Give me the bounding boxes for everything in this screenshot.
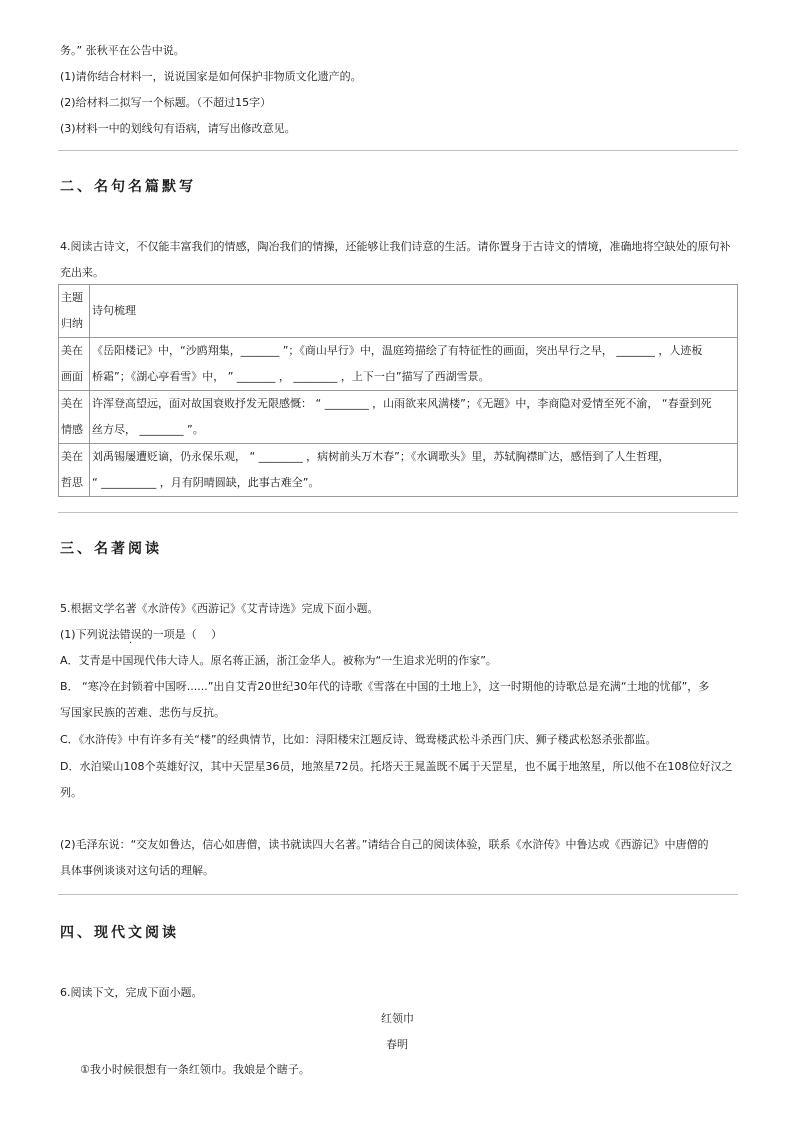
content-line: “ __________ ，月有阴晴圆缺，此事古难全”。 (92, 476, 320, 489)
article-title: 红领巾 (381, 1012, 414, 1025)
q5-sub-question-2-line-2: 具体事例谈谈对这句话的理解。 (60, 864, 214, 877)
sub1-prefix: (1)下列说法 (60, 628, 120, 641)
q4-prompt-line-1: 4.阅读古诗文，不仅能丰富我们的情感，陶冶我们的情操，还能够让我们诗意的生活。请你置身于古诗文的情境，准确地将空缺处的原句补 (60, 240, 731, 253)
emphasis-word: 错误 (119, 628, 142, 641)
article-paragraph-1: ①我小时候很想有一条红领巾。我娘是个瞎子。 (80, 1063, 310, 1076)
table-row (59, 391, 738, 444)
table-row-content (90, 338, 738, 391)
section-3-title: 三、名著阅读 (60, 541, 162, 557)
table-header-topic-line: 主题 (61, 291, 83, 304)
section-divider (58, 894, 738, 895)
topic-line: 美在 (61, 397, 83, 410)
q3-sub-question-2: (2)给材料二拟写一个标题。（不超过15字） (60, 96, 272, 109)
option-b-line-2: 写国家民族的苦难、悲伤与反抗。 (60, 706, 225, 719)
section-2-title: 二、名句名篇默写 (60, 179, 196, 195)
option-d-line-2: 列。 (60, 786, 82, 799)
q5-prompt: 5.根据文学名著《水浒传》《西游记》《艾青诗选》完成下面小题。 (60, 602, 379, 615)
q3-continuation-text: 务。” 张秋平在公告中说。 (60, 44, 185, 57)
option-c: C．《水浒传》中有许多有关“楼”的经典情节，比如：浔阳楼宋江题反诗、鸳鸯楼武松斗杀西门庆、狮子楼武松怒杀张都监。 (60, 733, 657, 746)
q3-sub-question-3: (3)材料一中的划线句有语病，请写出修改意见。 (60, 122, 296, 135)
q5-sub-question-1 (60, 628, 222, 642)
content-line: 桥霜”；《湖心亭看雪》中， ” _______ ， ________ ，上下一白”描写了西湖雪景。 (92, 370, 490, 383)
topic-line: 画面 (61, 370, 83, 383)
section-divider (58, 512, 738, 513)
q4-prompt-line-2: 充出来。 (60, 266, 104, 279)
topic-line: 美在 (61, 450, 83, 463)
q5-sub-question-2-line-1: (2)毛泽东说：“交友如鲁达，信心如唐僧，读书就读四大名著。”请结合自己的阅读体验，联系《水浒传》中鲁达或《西游记》中唐僧的 (60, 838, 709, 851)
content-line: 丝方尽， ________ ”。 (92, 423, 204, 436)
section-4-title: 四、现代文阅读 (60, 925, 179, 941)
topic-line: 哲思 (61, 476, 83, 489)
article-author: 春明 (386, 1038, 408, 1051)
table-row-content (90, 391, 738, 444)
table-row-topic (59, 444, 90, 497)
table-header-topic-line: 归纳 (61, 317, 83, 330)
option-b-line-1: B． “寒冷在封锁着中国呀......”出自艾青20世纪30年代的诗歌《雪落在中国的土地上》，这一时期他的诗歌总是充满“土地的忧郁”，多 (60, 680, 710, 693)
table-header-row (59, 285, 738, 338)
content-line: 刘禹锡屡遭贬谪，仍永保乐观， “ ________ ，病树前头万木春”；《水调歌头》里，苏轼胸襟旷达，感悟到了人生哲理， (92, 450, 670, 463)
table-row-topic (59, 391, 90, 444)
section-divider (58, 150, 738, 151)
topic-line: 美在 (61, 344, 83, 357)
sub1-suffix: 的一项是（ ） (141, 628, 223, 641)
table-row (59, 338, 738, 391)
option-d-line-1: D．水泊梁山108个英雄好汉，其中天罡星36员，地煞星72员。托塔天王晁盖既不属于天罡星，也不属于地煞星，所以他不在108位好汉之 (60, 760, 733, 773)
table-row-topic (59, 338, 90, 391)
topic-line: 情感 (61, 423, 83, 436)
table-row-content (90, 444, 738, 497)
table-header-content: 诗句梳理 (90, 285, 738, 338)
table-row (59, 444, 738, 497)
poem-table (58, 284, 738, 497)
table-header-topic (59, 285, 90, 338)
content-line: 许浑登高望远，面对故国衰败抒发无限感慨： “ ________ ，山雨欲来风满楼”；《无题》中，李商隐对爱情至死不渝， “春蚕到死 (92, 397, 712, 410)
option-a: A．艾青是中国现代伟大诗人。原名蒋正涵，浙江金华人。被称为“一生追求光明的作家”。 (60, 654, 497, 667)
content-line: 《岳阳楼记》中，“沙鸥翔集，_______ ”；《商山早行》中，温庭筠描绘了有特征性的画面，突出早行之早， _______ ，人迹板 (92, 344, 703, 357)
q3-sub-question-1: (1)请你结合材料一，说说国家是如何保护非物质文化遗产的。 (60, 70, 362, 83)
q6-prompt: 6.阅读下文，完成下面小题。 (60, 986, 203, 999)
